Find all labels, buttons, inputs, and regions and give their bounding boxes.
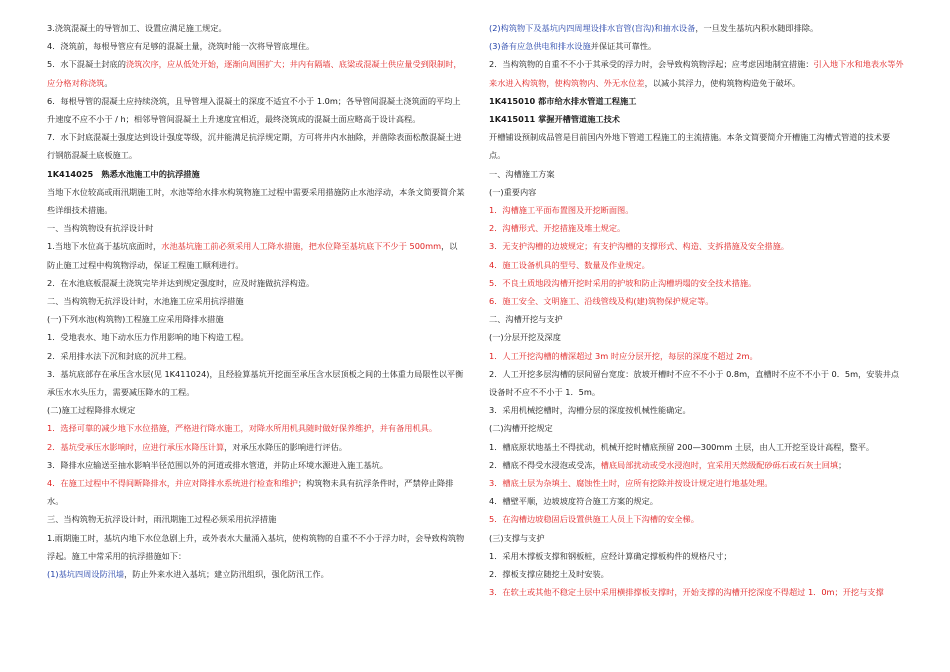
paragraph <box>47 19 465 37</box>
paragraph <box>47 474 465 510</box>
highlighted-text: 水池基坑施工前必须采用人工降水措施，把水位降至基坑底下不少于 500mm <box>161 241 442 252</box>
text-segment: 1.当地下水位高于基坑底面时， <box>47 241 162 252</box>
text-segment: (三)支撑与支护 <box>489 532 545 543</box>
paragraph <box>47 183 465 219</box>
paragraph <box>489 510 905 528</box>
text-segment: ；构筑物未具有抗浮条件时，严禁停止降排水。 <box>47 478 454 507</box>
text-segment: (二)施工过程降排水规定 <box>47 405 136 416</box>
paragraph <box>489 347 905 365</box>
paragraph <box>47 310 465 328</box>
highlighted-text: 5．在沟槽边坡稳固后设置供施工人员上下沟槽的安全梯。 <box>489 514 699 525</box>
text-segment: 4．浇筑前，每根导管应有足够的混凝土量，浇筑时能一次将导管底埋住。 <box>47 41 315 52</box>
highlighted-text: 4．施工设备机具的型号、数量及作业规定。 <box>489 259 650 270</box>
paragraph <box>47 274 465 292</box>
paragraph <box>489 256 905 274</box>
text-segment: 3．降排水应输送至抽水影响半径范围以外的河道或排水管道，并防止环境水源进入施工基坑。 <box>47 459 388 470</box>
left-column <box>47 19 465 583</box>
highlighted-text: 2．基坑受承压水影响时，应进行承压水降压计算 <box>47 441 225 452</box>
text-segment: ，以减小其浮力，使构筑物构造免于破坏。 <box>644 77 801 88</box>
paragraph <box>47 401 465 419</box>
text-segment: 1K415010 都市给水排水管道工程施工 <box>489 95 637 106</box>
paragraph <box>47 237 465 273</box>
paragraph <box>47 219 465 237</box>
text-segment: 4．槽壁平顺，边坡坡度符合施工方案的规定。 <box>489 496 658 507</box>
paragraph <box>489 292 905 310</box>
text-segment: (一)重要内容 <box>489 186 537 197</box>
paragraph <box>489 201 905 219</box>
paragraph <box>47 365 465 401</box>
paragraph <box>47 328 465 346</box>
text-segment: 。 <box>104 77 113 88</box>
text-segment: 1．受地表水、地下动水压力作用影响的地下构造工程。 <box>47 332 249 343</box>
section-heading <box>47 165 465 183</box>
highlighted-text: (2)构筑物下及基坑内四周埋设排水盲管(盲沟)和抽水设备 <box>489 23 696 33</box>
highlighted-text: 4．在施工过程中不得间断降排水，并应对降排水系统进行检查和维护 <box>47 478 298 489</box>
paragraph <box>47 456 465 474</box>
text-segment: 3．采用机械挖槽时，沟槽分层的深度按机械性能确定。 <box>489 405 691 416</box>
text-segment: 6．每根导管的混凝土应持续浇筑，且导管埋入混凝土的深度不适宜不小于 1.0m；各导管间混凝土浇筑面的平均上升速度不应不小于 / h；相邻导管间混凝土上升速度宜相近，最终浇筑成的混凝土面应略高于设计高程。 <box>47 95 461 125</box>
paragraph <box>489 219 905 237</box>
text-segment: 1．槽底原状地基土不得扰动，机械开挖时槽底预留 200—300mm 土层，由人工开挖至设计高程，整平。 <box>489 441 875 452</box>
text-segment: ； <box>838 459 847 470</box>
paragraph <box>489 529 905 547</box>
text-segment: 5．水下混凝土封底的 <box>47 59 126 70</box>
paragraph <box>489 55 905 91</box>
text-segment: 1K414025 熟悉水池施工中的抗浮措施 <box>47 168 200 179</box>
paragraph <box>47 438 465 456</box>
paragraph <box>489 237 905 255</box>
highlighted-text: 1．选择可靠的减少地下水位措施，严格进行降水施工，对降水所用机具随时做好保养维护，并有备用机具。 <box>47 423 438 434</box>
highlighted-text: 槽底局部扰动或受水浸泡时，宜采用天然级配砂砾石或石灰土回填 <box>600 459 839 470</box>
paragraph <box>489 474 905 492</box>
paragraph <box>489 37 905 55</box>
paragraph <box>47 529 465 565</box>
paragraph <box>489 565 905 583</box>
paragraph <box>47 565 465 583</box>
text-segment: (一)下列水池(构筑物)工程施工应采用降排水措施 <box>47 314 224 325</box>
highlighted-text: 5．不良土质地段沟槽开挖时采用的护坡和防止沟槽坍塌的安全技术措施。 <box>489 277 757 288</box>
paragraph <box>47 37 465 55</box>
text-segment: 二、当构筑物无抗浮设计时，水池施工应采用抗浮措施 <box>47 296 244 307</box>
text-segment: 7．水下封底混凝土强度达到设计强度等级，沉井能满足抗浮规定期，方可将井内水抽除，并凿除表面松散混凝土进行钢筋混凝土底板施工。 <box>47 132 462 161</box>
highlighted-text: 浇筑次序，应从低处开始，逐渐向周围扩大；井内有隔墙、底梁或混凝土供应量受到限制时，应分格对称浇筑 <box>47 59 462 88</box>
text-segment: 并保证其可靠性。 <box>590 41 657 52</box>
paragraph <box>489 401 905 419</box>
paragraph <box>489 19 905 37</box>
highlighted-text: (1)基坑四周设防汛墙 <box>47 569 125 580</box>
text-segment: 一、沟槽施工方案 <box>489 168 555 179</box>
text-segment: 2．当构筑物的自重不不小于其承受的浮力时，会导致构筑物浮起；应考虑因地制宜措施： <box>489 59 814 70</box>
paragraph <box>489 310 905 328</box>
paragraph <box>47 92 465 128</box>
text-segment: 1.雨期施工时，基坑内地下水位急剧上升，或外表水大量涌入基坑，使构筑物的自重不不小于浮力时，会导致构筑物浮起。施工中常采用的抗浮措施如下： <box>47 532 465 561</box>
highlighted-text: 3．在软土或其他不稳定土层中采用横排撑板支撑时，开始支撑的沟槽开挖深度不得超过 1．0m；开挖与支撑 <box>489 587 884 598</box>
text-segment: 3.浇筑混凝土的导管加工、设置应满足施工规定。 <box>47 23 227 33</box>
paragraph <box>489 274 905 292</box>
text-segment: ，防止外来水进入基坑；建立防汛组织，强化防汛工作。 <box>124 569 329 580</box>
highlighted-text: 1．人工开挖沟槽的槽深超过 3m 时应分层开挖，每层的深度不超过 2m。 <box>489 350 758 361</box>
highlighted-text: 2．沟槽形式、开挖措施及堆土规定。 <box>489 223 626 234</box>
text-segment: 当地下水位较高或雨汛期施工时，水池等给水排水构筑物施工过程中需要采用措施防止水池浮动，本条文简要简介某些详细技术措施。 <box>47 186 465 216</box>
section-heading <box>489 110 905 128</box>
paragraph <box>489 365 905 401</box>
paragraph <box>47 292 465 310</box>
paragraph <box>489 547 905 565</box>
text-segment: 2．人工开挖多层沟槽的层间留台宽度：放坡开槽时不应不不小于 0.8m，直槽时不应不不小于 0．5m，安装井点设备时不应不不小于 1．5m。 <box>489 368 900 398</box>
text-segment: 3．基坑底部存在承压含水层(见 1K411024)，且经验算基坑开挖面至承压含水层顶板之间的土体重力局限性以平衡承压水水头压力，需要减压降水的工程。 <box>47 368 464 398</box>
section-heading <box>489 92 905 110</box>
text-segment: (二)沟槽开挖规定 <box>489 423 553 434</box>
paragraph <box>47 419 465 437</box>
highlighted-text: 1．沟槽施工平面布置图及开挖断面图。 <box>489 205 634 216</box>
text-segment: 二、沟槽开挖与支护 <box>489 314 563 325</box>
text-segment: 一、当构筑物设有抗浮设计时 <box>47 223 154 234</box>
text-segment: 开槽铺设预制成品管是目前国内外地下管道工程施工的主流措施。本条文简要简介开槽施工沟槽式管道的技术要点。 <box>489 132 891 161</box>
paragraph <box>489 456 905 474</box>
paragraph <box>47 347 465 365</box>
highlighted-text: 6．施工安全、文明施工、沿线管线及构(建)筑物保护规定等。 <box>489 296 714 307</box>
paragraph <box>489 583 905 601</box>
text-segment: 1K415011 掌握开槽管道施工技术 <box>489 114 620 125</box>
paragraph <box>489 183 905 201</box>
text-segment: 2．采用排水法下沉和封底的沉井工程。 <box>47 350 192 361</box>
text-segment: 2．槽底不得受水浸泡或受冻， <box>489 459 601 470</box>
text-segment: ，对承压水降压的影响进行评估。 <box>224 441 347 452</box>
text-segment: ，以防止施工过程中构筑物浮动，保证工程施工顺利进行。 <box>47 241 458 270</box>
paragraph <box>489 328 905 346</box>
paragraph <box>47 510 465 528</box>
text-segment: 2．撑板支撑应随挖土及时安装。 <box>489 569 609 580</box>
highlighted-text: 3．槽底土层为杂填土、腐蚀性土时，应所有挖除并按设计规定进行地基处理。 <box>489 478 773 489</box>
text-segment: (一)分层开挖及深度 <box>489 332 561 343</box>
paragraph <box>489 128 905 164</box>
paragraph <box>47 128 465 164</box>
highlighted-text: 引入地下水和地表水等外来水进入构筑物，使构筑物内、外无水位差 <box>489 59 904 88</box>
paragraph <box>489 492 905 510</box>
right-column <box>489 19 905 602</box>
paragraph <box>489 165 905 183</box>
text-segment: 2．在水池底板混凝土浇筑完毕并达到规定强度时，应及时施做抗浮构造。 <box>47 277 315 288</box>
paragraph <box>47 55 465 91</box>
paragraph <box>489 438 905 456</box>
text-segment: 1．采用木撑板支撑和钢板桩，应经计算确定撑板构件的规格尺寸； <box>489 550 732 561</box>
paragraph <box>489 419 905 437</box>
highlighted-text: 3．无支护沟槽的边坡规定；有支护沟槽的支撑形式、构造、支拆措施及安全措施。 <box>489 241 789 252</box>
highlighted-text: (3)备有应急供电和排水设施 <box>489 41 591 52</box>
text-segment: 三、当构筑物无抗浮设计时，雨汛期施工过程必须采用抗浮措施 <box>47 514 277 525</box>
text-segment: ，一旦发生基坑内积水随即排除。 <box>695 23 819 33</box>
